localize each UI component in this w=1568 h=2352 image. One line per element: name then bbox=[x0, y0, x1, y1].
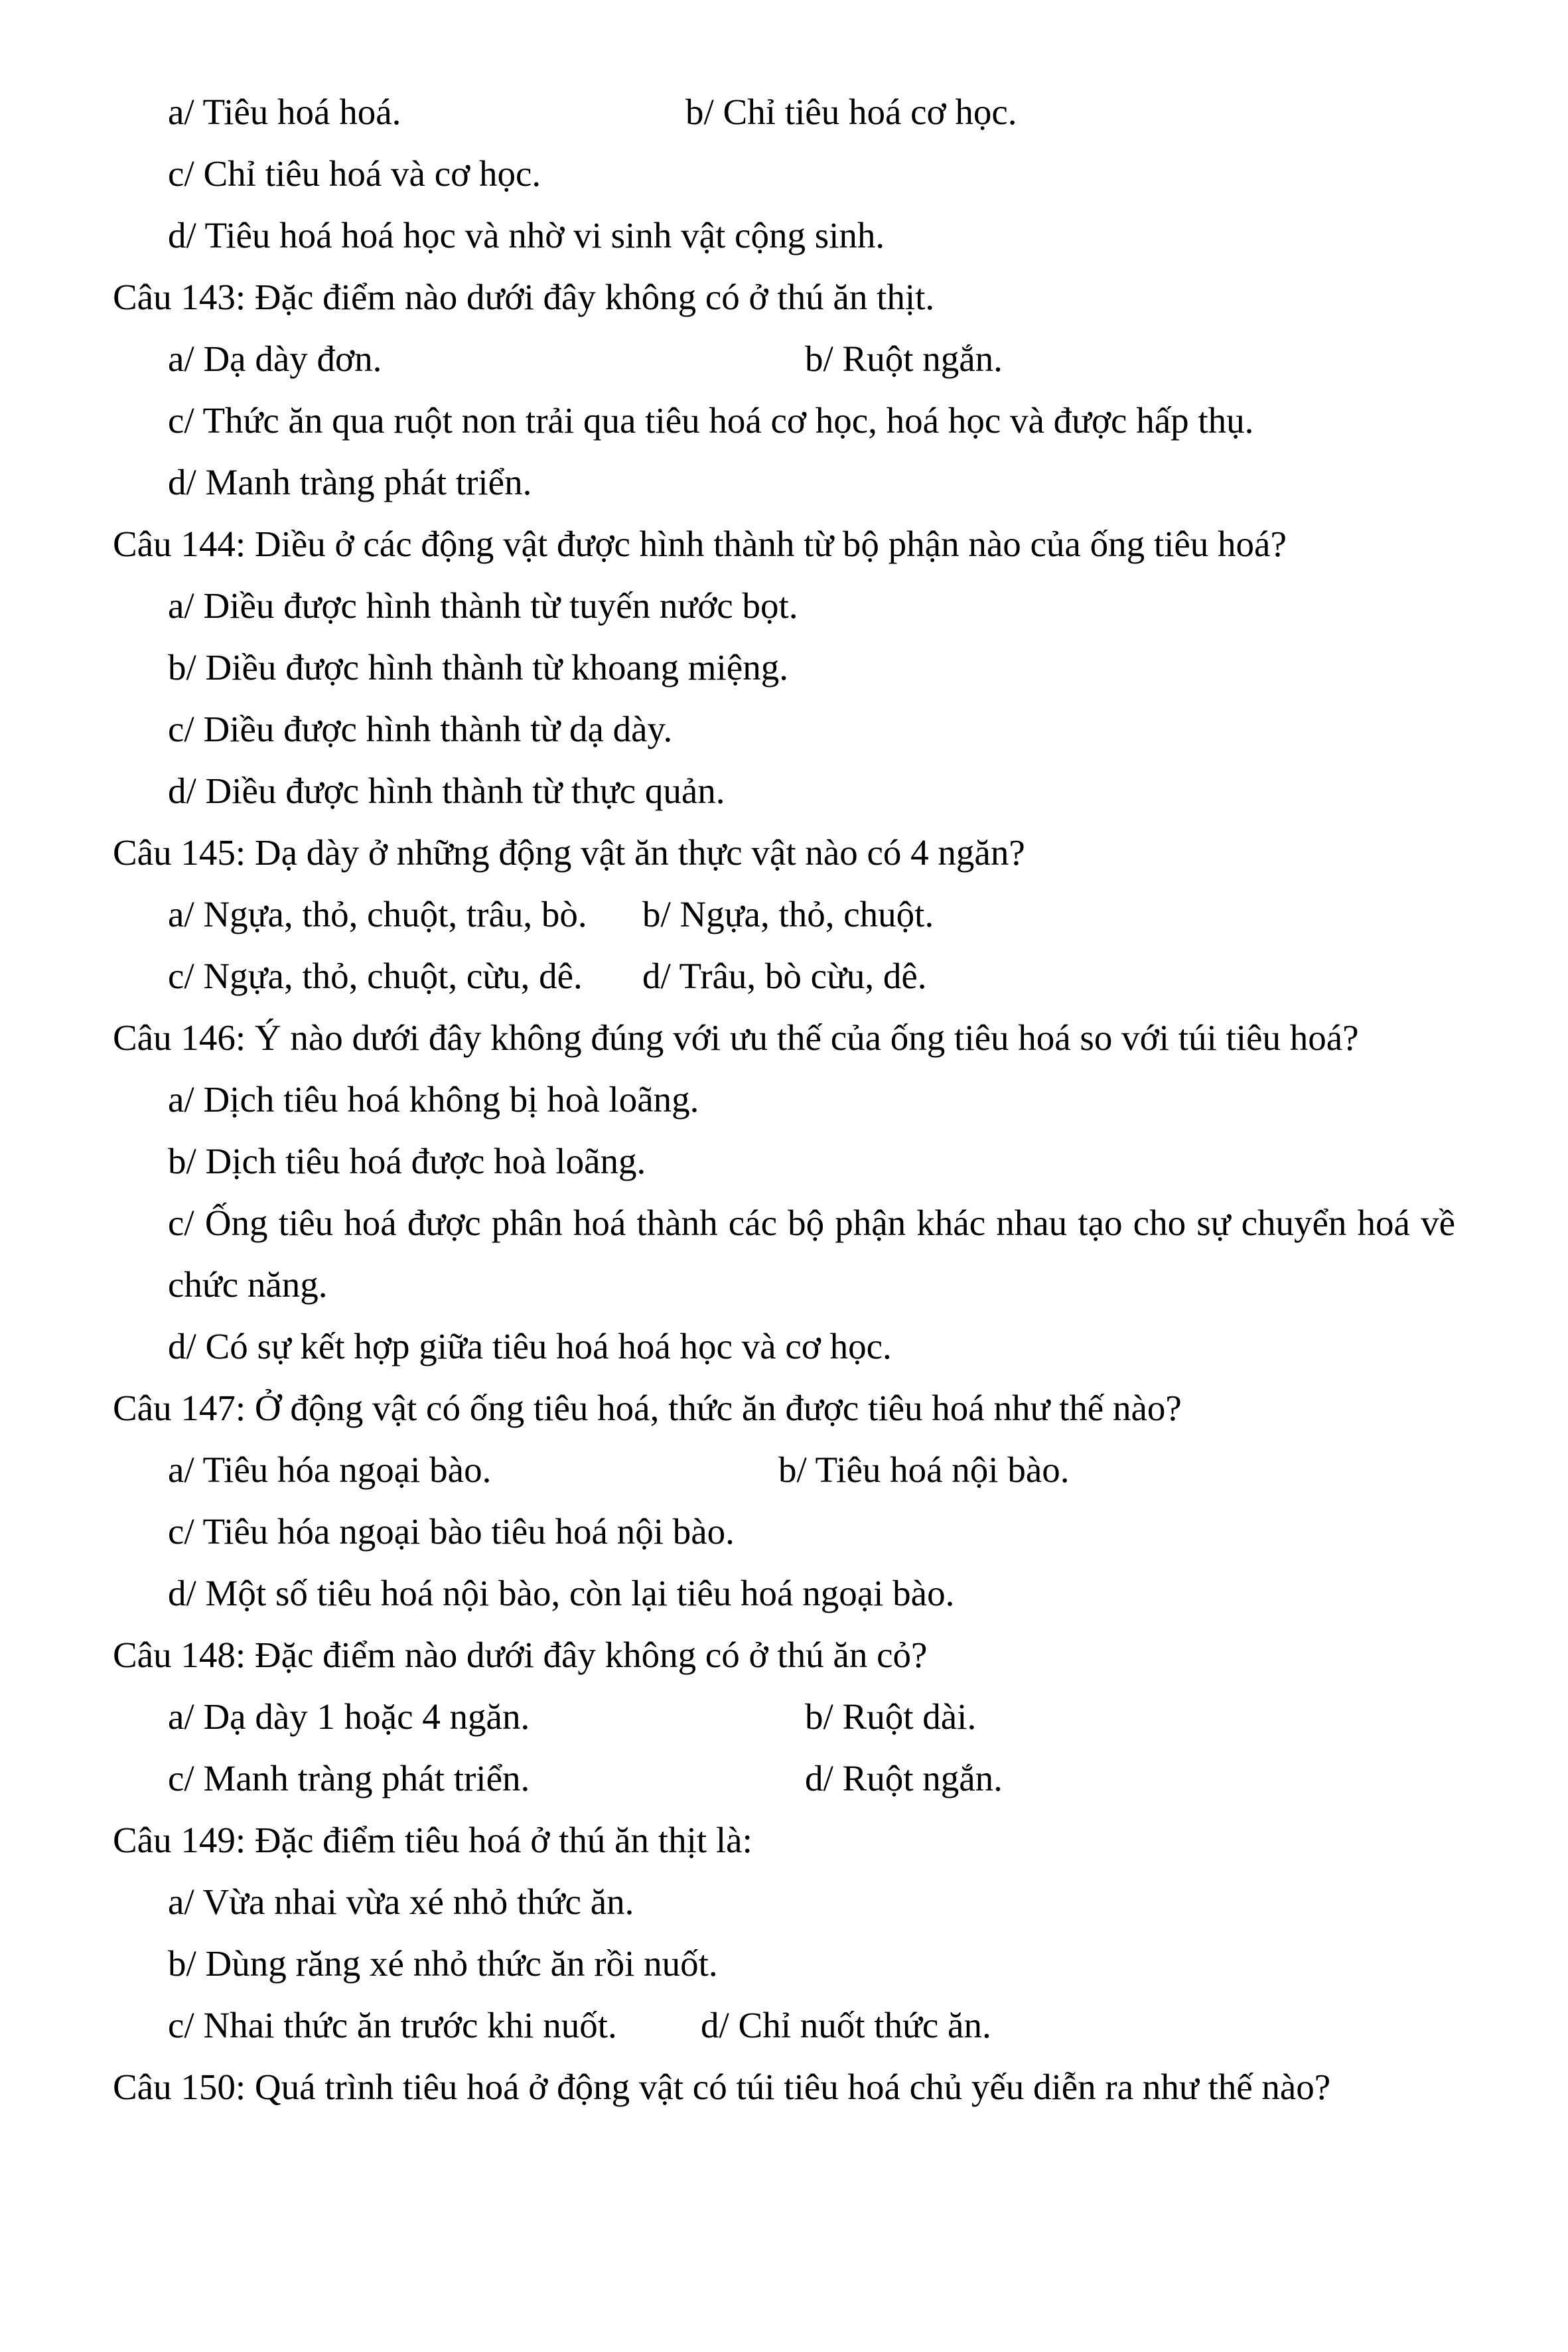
option-line: d/ Manh tràng phát triển. bbox=[168, 462, 532, 502]
question-line: Câu 149: Đặc điểm tiêu hoá ở thú ăn thịt là: bbox=[113, 1820, 752, 1860]
question-line: Câu 147: Ở động vật có ống tiêu hoá, thức ăn được tiêu hoá như thế nào? bbox=[113, 1388, 1182, 1428]
option-left: a/ Tiêu hoá hoá. bbox=[168, 92, 401, 132]
question-line: Câu 145: Dạ dày ở những động vật ăn thực vật nào có 4 ngăn? bbox=[113, 832, 1025, 873]
option-line: c/ Tiêu hóa ngoại bào tiêu hoá nội bào. bbox=[168, 1511, 735, 1552]
option-line: d/ Có sự kết hợp giữa tiêu hoá hoá học và cơ học. bbox=[168, 1326, 892, 1366]
option-right: d/ Ruột ngắn. bbox=[805, 1758, 1003, 1799]
option-line: d/ Một số tiêu hoá nội bào, còn lại tiêu hoá ngoại bào. bbox=[168, 1573, 955, 1613]
option-left: a/ Dạ dày đơn. bbox=[168, 338, 382, 379]
option-line bbox=[113, 328, 1455, 390]
option-line: d/ Tiêu hoá hoá học và nhờ vi sinh vật cộng sinh. bbox=[168, 215, 885, 256]
option-line: c/ Diều được hình thành từ dạ dày. bbox=[168, 709, 673, 749]
option-left: c/ Manh tràng phát triển. bbox=[168, 1758, 530, 1799]
option-left: c/ Nhai thức ăn trước khi nuốt. bbox=[168, 2005, 617, 2045]
option-line bbox=[113, 1747, 1455, 1809]
quiz-content bbox=[113, 81, 1455, 2118]
option-right: d/ Chỉ nuốt thức ăn. bbox=[701, 2005, 991, 2045]
option-line bbox=[113, 1994, 1455, 2056]
option-line: b/ Diều được hình thành từ khoang miệng. bbox=[168, 647, 788, 688]
option-left: a/ Tiêu hóa ngoại bào. bbox=[168, 1449, 492, 1490]
option-left: a/ Dạ dày 1 hoặc 4 ngăn. bbox=[168, 1696, 530, 1737]
question-line: Câu 146: Ý nào dưới đây không đúng với ưu thế của ống tiêu hoá so với túi tiêu hoá? bbox=[113, 1017, 1359, 1058]
option-line: d/ Diều được hình thành từ thực quản. bbox=[168, 771, 725, 811]
option-line: c/ Chỉ tiêu hoá và cơ học. bbox=[168, 153, 541, 194]
option-line: a/ Diều được hình thành từ tuyến nước bọt. bbox=[168, 585, 798, 626]
option-right: d/ Trâu, bò cừu, dê. bbox=[642, 956, 927, 996]
question-line: Câu 148: Đặc điểm nào dưới đây không có ở thú ăn cỏ? bbox=[113, 1635, 928, 1675]
option-line: a/ Vừa nhai vừa xé nhỏ thức ăn. bbox=[168, 1881, 634, 1922]
option-right: b/ Chỉ tiêu hoá cơ học. bbox=[685, 92, 1017, 132]
question-line: Câu 150: Quá trình tiêu hoá ở động vật có túi tiêu hoá chủ yếu diễn ra như thế nào? bbox=[113, 2067, 1331, 2107]
option-left: a/ Ngựa, thỏ, chuột, trâu, bò. bbox=[168, 894, 587, 934]
option-line: c/ Ống tiêu hoá được phân hoá thành các bộ phận khác nhau tạo cho sự chuyển hoá về chức năng. bbox=[168, 1203, 1455, 1305]
option-right: b/ Tiêu hoá nội bào. bbox=[778, 1449, 1070, 1490]
option-line bbox=[113, 1686, 1455, 1747]
question-line: Câu 143: Đặc điểm nào dưới đây không có ở thú ăn thịt. bbox=[113, 277, 935, 317]
option-left: c/ Ngựa, thỏ, chuột, cừu, dê. bbox=[168, 956, 583, 996]
option-line bbox=[113, 883, 1455, 945]
option-line: b/ Dịch tiêu hoá được hoà loãng. bbox=[168, 1141, 646, 1181]
option-line: a/ Dịch tiêu hoá không bị hoà loãng. bbox=[168, 1079, 699, 1120]
question-line: Câu 144: Diều ở các động vật được hình thành từ bộ phận nào của ống tiêu hoá? bbox=[113, 524, 1287, 564]
option-line bbox=[113, 945, 1455, 1007]
option-right: b/ Ngựa, thỏ, chuột. bbox=[642, 894, 934, 934]
option-right: b/ Ruột ngắn. bbox=[805, 338, 1003, 379]
option-line: b/ Dùng răng xé nhỏ thức ăn rồi nuốt. bbox=[168, 1943, 718, 1984]
option-line: c/ Thức ăn qua ruột non trải qua tiêu hoá cơ học, hoá học và được hấp thụ. bbox=[168, 400, 1254, 441]
option-line bbox=[113, 1439, 1455, 1501]
option-right: b/ Ruột dài. bbox=[805, 1696, 977, 1737]
option-line bbox=[113, 81, 1455, 143]
